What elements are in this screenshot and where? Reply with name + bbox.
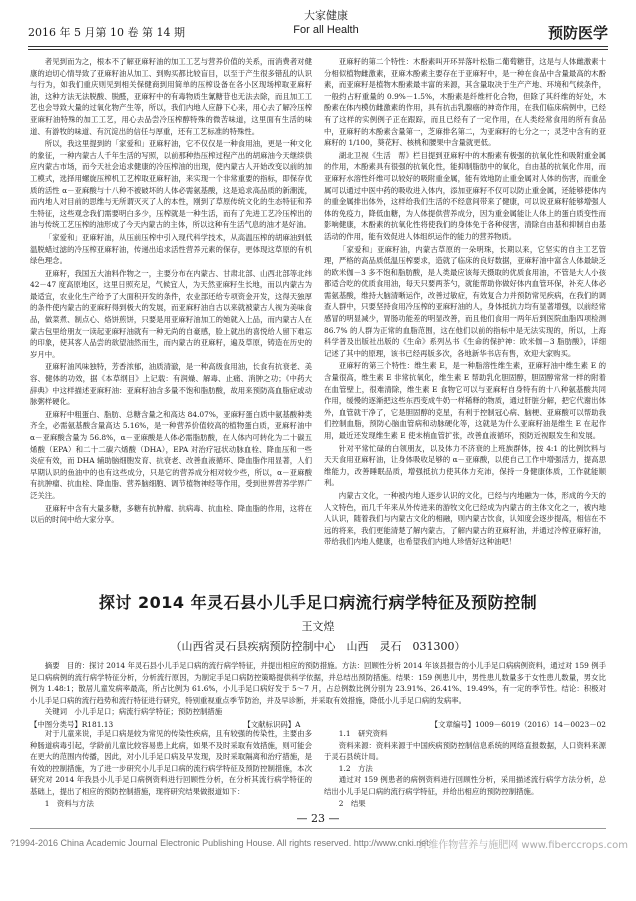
page-header	[28, 6, 608, 52]
watermark-text: 纤维作物营养与施肥网 www.fiberccrops.com	[418, 840, 628, 851]
right-column	[324, 56, 606, 549]
journal-name-cn: 大家健康	[304, 9, 348, 22]
paragraph: 所以，我这里提到的「家爱和」亚麻籽油，它不仅仅是一种食用油，更是一种文化的象征，一种内蒙古人千年生活的写照，以前那种热压榨过程产出的胡麻油今天继续供应内蒙古市场，而今天社会追求健康的冷压榨油的出现，使内蒙古人开始改变以前的加工模式，选择用螺旋压榨机工艺榨取亚麻籽油，来实现一个非常重要的指标，即保存优质的活性 α－亚麻酸与十八种不被破坏的人体必需氨基酸，这是追求高品质的新潮流，而内地人对目前的思维与无所谓灭灭了人的本性，刚到了草原传统文化的生态特征和养生特征，这些观念我们需要明白多少，压榨就是一种生活，而有了先进工艺冷压榨出的油与传统工艺压榨的油形成了今天内蒙古的主体，所以这种有生活气息的油才是好油。	[30, 139, 312, 230]
footer-rule	[30, 828, 606, 829]
page-number: — 23 —	[296, 812, 340, 825]
paragraph: 对于儿童来说，手足口病是较为常见的传染性疾病，且有较强的传染性，主要由多种肠道病毒引起，学龄前儿童比较容易患上此病，如果不及时采取有效措施，则可能会在更大的范围内传播，因此，对小儿手足口病及早发现，及时采取隔离和治疗措施，是有效的控制措施，为了进一步研究小儿手足口病的流行病学特征及预防控制措施，本次研究对 2014 年我县小儿手足口病例资料进行回顾性分析，在分析其流行病学特征的基础上，提出了相应的预防控制措施，现将研究结果做报道如下：	[30, 729, 312, 796]
paragraph: 湖北卫视《生活 帮》栏目提到亚麻籽中的木酚素有极强的抗氧化性和吸附重金属的作用，木酚素具有很强的抗氧化性，能抑制脂肪中的氧化，自由基的抗氧化作用，而亚麻籽水溶性纤维可以较好的吸附重金属，能有效地防止重金属对人体的伤害，而重金属可以通过中医中药的吸收进入体内，添加亚麻籽不仅可以防止重金属，还能够使体内的重金属排出体外，这样给我们生活的不经意间带来了健康，可以说亚麻籽能够增强人体的免疫力，降低血糖，为人体提供营养成分，因为重金属能让人体上的蛋白质变性而影响健康，木酚素的抗氧化性将使我们的身体免于各种侵害，清除自由基和抑制自由基活动的作用，能有效促进人体组织运作的能力的营养物质。	[324, 150, 606, 241]
paragraph: 亚麻籽的第三个特性：维生素 E，是一种脂溶性维生素，亚麻籽油中维生素 E 的含量很高，维生素 E 非常抗氧化，维生素 E 帮助乳化胆固醇，胆固醇常常一样的附着在血管壁上，很难清除，维生素 E 食物它可以与亚麻籽自身特有的十八种氨基酸共同作用，缓慢的逐渐把这些东西变成牛奶一样稀释的物质，通过肝脏分解，把它代谢出体外，血管就干净了，它是胆固醇的克星，有利于控制冠心病、脑梗、亚麻酸可以帮助我们控制血脂，预防心脑血管病和动脉硬化等，这就是为什么亚麻籽油是维生 E 在起作用，最近还发现维生素 E 使未梢血管扩张，改善血液循环，预防近视眼发生和发展。	[324, 361, 606, 440]
clc-number: 【中图分类号】R181.13	[30, 719, 114, 729]
section-heading: 1.1 研究资料	[338, 729, 388, 738]
paragraph: 「家爱和」亚麻籽油，内蒙古草原的一朵明珠，长期以来，它坚实的自主工艺管理，严格的高品质低温压榨要求，造就了临床的良好数据，亚麻籽油中富含人体最缺乏的欧米伽－3 多不饱和脂肪酸，是人类最应该每天摄取的优质食用油，不管是大人小孩都适合吃的优质食用油，每天只要两茶勺，就能帮助你做好体内血管环保，补充人体必需氨基酸，维持大脑清晰运作，改善过敏症，有效复合力并预防常见疾病，在我们的调查人群中，只要坚持食用冷压榨的亚麻籽油的人，身体抵抗力均有显著增强，以前经常感冒的明显减少，胃肠功能差的明显改善，而且他们食用一两年后到医院血脂四项检测 86.7% 的人群为正常的血脂范围，这在他们以前的指标中是无法实现的，所以，上海科学普及出版社出版的《生命》系列丛书《生命的保护神：欧米伽－3 脂肪酸》，详细记述了其中的原理，该书已经再版多次，各地新华书店有售，欢迎大家购买。	[324, 244, 606, 358]
left-column	[30, 56, 312, 527]
paragraph: 亚麻籽中含有大量多糖，多糖有抗肿瘤、抗病毒、抗血栓、降血脂的作用，这将在以后的时间中给大家分享。	[30, 503, 312, 525]
article-keywords: 关键词 小儿手足口；病流行病学特征；预防控制措施	[44, 707, 223, 717]
article-affiliation: （山西省灵石县疾病预防控制中心 山西 灵石 031300）	[170, 640, 466, 653]
paragraph: 通过对 159 例患者的病例资料进行回顾性分析，采用描述流行病学方法分析，总结出小儿手足口病的流行病学特征，并给出相应的预防控制措施。	[324, 775, 606, 796]
article-right-column	[324, 728, 606, 809]
issue-info: 2016 年 5 月第 10 卷 第 14 期	[28, 26, 185, 39]
journal-name-en: For all Health	[293, 24, 359, 36]
paragraph: 「家爱和」亚麻籽油，从压前压榨中引入现代科学技术，从高温压榨的胡麻油到低温脱蜡过滤的冷压榨亚麻籽油，传递出追求活性营养元素的保存，更体现这草原的有机绿色理念。	[30, 232, 312, 266]
copyright-footer: ?1994-2016 China Academic Journal Electronic Publishing House. All rights reserved. http://www.cnki.net	[10, 838, 429, 848]
paragraph: 亚麻籽的第二个特性：木酚素叫开环异落叶松脂二葡萄糖苷，这是与人体雌激素十分相似植物雌激素，亚麻木酚素主要存在于亚麻籽中，是一种在食品中含量最高的木酚素，而亚麻籽是植物木酚素最丰富的来源，其含量取决于生产产地、环境和气候条件，一般约占籽重量的 0.9%－1.5%，木酚素是纤维杆化合物，但除了其纤维的好处，木酚素在体内模仿雌激素的作用，具有抗击乳腺癌的神奇作用，在我们临床病例中，已经有了这样的实例例子正在跟踪，而且已经有了一定作用，在人类经常食用的所有食品中，亚麻籽的木酚素含量第一，芝麻排名第二，为亚麻籽的七分之一；灵芝中含有的亚麻籽的 1/100，葵花籽、核桃和腰果中含量就更低。	[324, 57, 606, 148]
paragraph: 针对平常忙碌的白领朋友，以及体力不济衰的上班族群体，按 4:1 的比例饮料与天天食用亚麻籽油，让身体吸收足够的 α－亚麻酸，以使自己工作中增强活力，提高思维能力，改善睡眠品质，增强抵抗力使其体力充沛，保持一身健康体质，工作就能顺利。	[324, 443, 606, 488]
paragraph: 亚麻籽油风味独特，芳香浓郁，油质清澈，是一种高级食用油，长食有抗衰老、美容、健体的功效，据《本草纲目》上记载：有润燥、解毒、止痛、消肿之功；《中药大辞典》中这样描述亚麻籽油：亚麻籽油含多量不饱和脂肪酸，故用来预防高血脂症或动脉粥样硬化。	[30, 362, 312, 407]
section-title: 预防医学	[547, 24, 608, 42]
paragraph: 亚麻籽中粗蛋白、脂肪、总糖含量之和高达 84.07%，亚麻籽蛋白质中氨基酸种类齐全，必需氨基酸含量高达 5.16%，是一种营养价值较高的植物蛋白质，亚麻籽油中 α－亚麻酸含量为 56.8%，α－亚麻酸是人体必需脂肪酸，在人体内可转化为二十碳五烯酸（EPA）和二十二碳六烯酸（DHA），EPA 对治疗冠状动脉血栓、降血压和一些炎症有效，而 DHA 辅助脑细胞发育、抗衰老、改善血液循环、降血脂作用显著，人们早期认识的鱼油中的也有这些成分，只是它的营养成分相对较少些，所以，α－亚麻酸有抗肿瘤、抗血栓、降血脂、营养脑细胞、调节植物神经等作用，受到世界营养学界广泛关注。	[30, 409, 312, 500]
journal-name	[266, 8, 386, 38]
section-heading: 2 结果	[338, 798, 366, 808]
paragraph: 资料来源：资料来源于中国疾病预防控制信息系统的网络直报数据，人口资料来源于灵石县统计局。	[324, 740, 606, 762]
paragraph: 内蒙古文化，一种被内地人逐步认识的文化，已经与内地融为一体，形成的今天的人文特色，而几千年来从外传进来的游牧文化已经成为内蒙古的主体文化之一，被内地人认识，随着我们与内蒙古文化的相融，则内蒙古饮食，认知度会逐步提高，相信在不远的将来，我们更能清楚了解内蒙古，了解内蒙古的亚麻籽油，并通过冷榨亚麻籽油，带给我们内地人健康，也希望我们内地人珍惜好这种油吧！	[324, 490, 606, 547]
document-code: 【文献标识码】A	[243, 719, 301, 729]
article-id: 【文章编号】1009－6019（2016）14－0023－02	[430, 719, 606, 729]
section-heading: 1.2 方法	[338, 763, 373, 773]
header-rule	[28, 46, 608, 47]
article-author: 王文煌	[301, 620, 335, 633]
paragraph: 亚麻籽，我国五大油料作物之一，主要分布在内蒙古、甘肃北部、山西北部等北纬 42－47 度高原地区，这里日照充足，气候宜人，为天然亚麻籽生长地，而以内蒙古为最适宜，农业化生产给予了大面积开发的条件，农业部还给专项资金开发，这得天独厚的条件使内蒙古的亚麻籽得到极大的发展，而亚麻籽油自古以来就被蒙古人视为美味食品，做菜煮、制点心、烙饼煎饼，只要是用亚麻籽油加工的她就入上品，而内蒙古人在蒙古包里给朋友一读起亚麻籽油就有一种无尚的自豪感，脸上就出的喜悦给人留下难忘的印象，使其客人品尝的欲望油然而生，而内蒙古的亚麻籽，遍及草原，铸造在历史的岁月中。	[30, 268, 312, 359]
paragraph: 者见到而为之，根本不了解亚麻籽油的加工工艺与营养价值的关系，而消费者对健康的迫切心情导致了亚麻籽油从加工、到购买都比较盲目，以至于产生很多错乱的认识与行为，如我们重庆则见到相关保健商到用简单的压榨设备在各小区现场榨取亚麻籽油，这种方法无法脱酸、脱醛，亚麻籽中的有毒物质生氰糖苷也无法去除，而且加工工艺也会导致大量的过氧化物产生等，所以，我们内地人应静下心来，用心去了解冷压榨亚麻籽油特殊的加工工艺，用心去品尝冷压榨醇特殊的微苦味道，这里面有生活的味道、有游牧的味道、有沉淀出的信任与厚重，还有工艺标准的特殊性。	[30, 57, 312, 136]
article-section	[30, 592, 606, 808]
header-rule-thin	[28, 49, 608, 50]
article-title: 探讨 2014 年灵石县小儿手足口病流行病学特征及预防控制	[98, 593, 538, 612]
article-left-column	[30, 728, 312, 809]
section-heading: 1 资料与方法	[44, 798, 94, 808]
article-abstract: 摘要 目的：探讨 2014 年灵石县小儿手足口病的流行病学特征，并提出相应的预防措施。方法：回顾性分析 2014 年该县报告的小儿手足口病病例资料，通过对 159 例手足口病病例的流行病学特征分析，分析流行原因，为制定手足口病防控策略提供科学依据，并总结出预防措施。结果：159 例患儿中，男性患儿数量多于女性患儿数量，男女比例为 1.48:1；散居儿童发病率最高，所占比例为 61.6%，小儿手足口病好发于 5～7 月，占总例数比例分别为 23.91%、26.41%、19.49%，有一定的季节性。结论：积极对小儿手足口病的流行趋势和流行特征进行研究，特别重视重点季节防治，并及早诊断，并采取有效措施，降低小儿手足口病的发病率。	[30, 661, 606, 705]
